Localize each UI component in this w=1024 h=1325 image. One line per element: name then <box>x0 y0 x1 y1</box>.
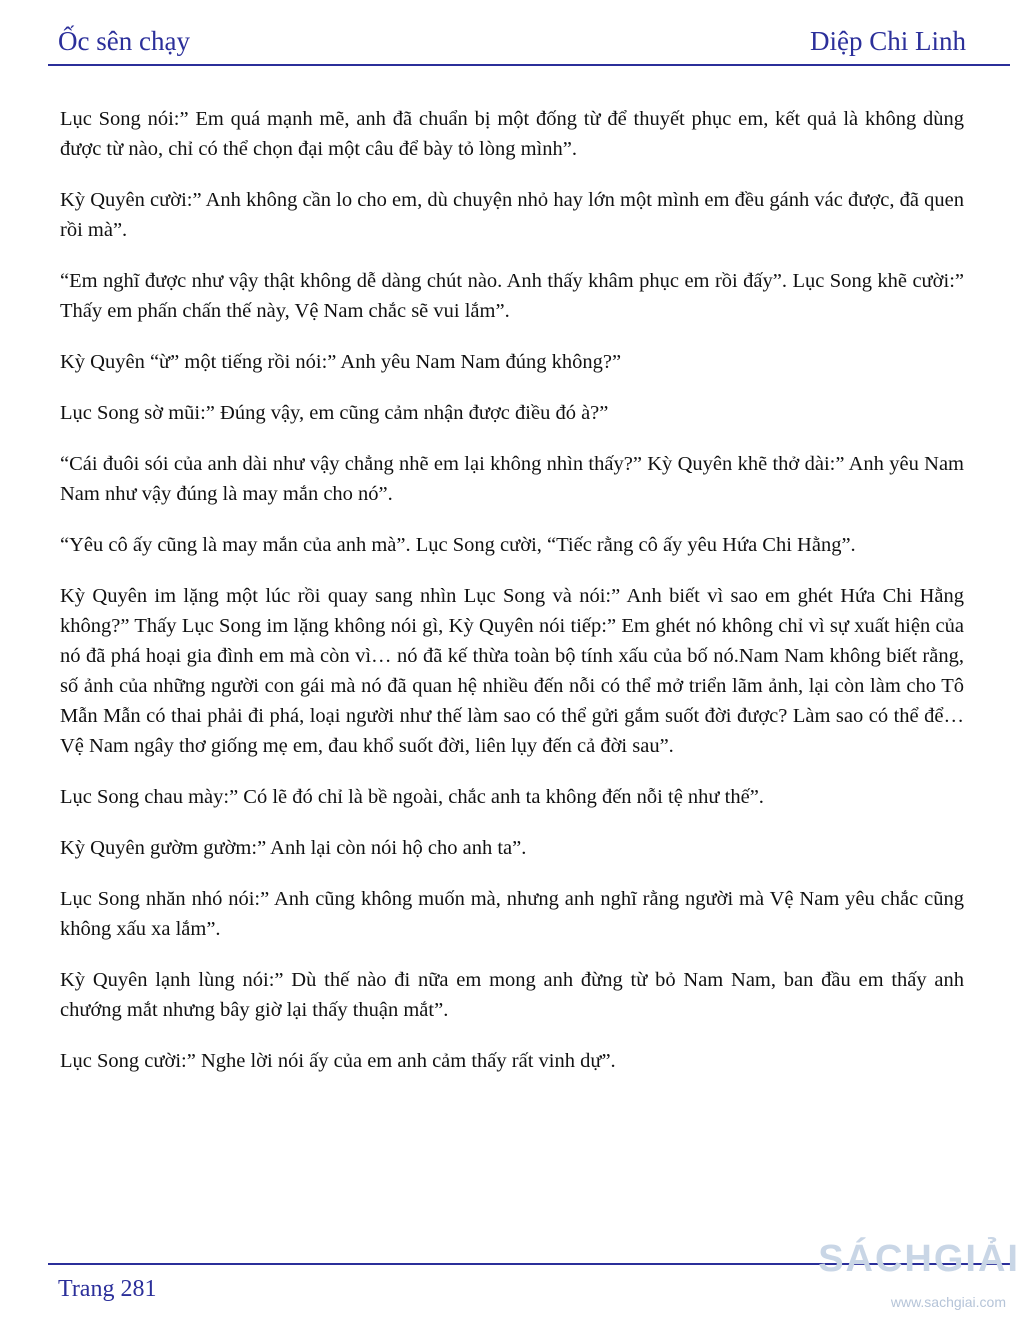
watermark-url: www.sachgiai.com <box>890 1294 1006 1310</box>
paragraph: “Cái đuôi sói của anh dài như vậy chẳng nhẽ em lại không nhìn thấy?” Kỳ Quyên khẽ thở dài:” Anh yêu Nam Nam như vậy đúng là may mắn cho nó”. <box>60 453 964 505</box>
header-divider <box>48 64 1010 66</box>
paragraph: “Yêu cô ấy cũng là may mắn của anh mà”. Lục Song cười, “Tiếc rằng cô ấy yêu Hứa Chi Hằng”. <box>60 534 856 556</box>
watermark-logo: SÁCHGIẢI <box>818 1238 1020 1280</box>
paragraph: Lục Song sờ mũi:” Đúng vậy, em cũng cảm nhận được điều đó à?” <box>60 402 609 424</box>
paragraph: “Em nghĩ được như vậy thật không dễ dàng chút nào. Anh thấy khâm phục em rồi đấy”. Lục Song khẽ cười:” Thấy em phấn chấn thế này, Vệ Nam chắc sẽ vui lắm”. <box>60 270 964 322</box>
paragraph: Lục Song chau mày:” Có lẽ đó chỉ là bề ngoài, chắc anh ta không đến nỗi tệ như thế”. <box>60 786 764 808</box>
paragraph: Lục Song cười:” Nghe lời nói ấy của em anh cảm thấy rất vinh dự”. <box>60 1050 616 1072</box>
paragraph: Kỳ Quyên “ừ” một tiếng rồi nói:” Anh yêu Nam Nam đúng không?” <box>60 351 622 373</box>
paragraph: Kỳ Quyên gườm gườm:” Anh lại còn nói hộ cho anh ta”. <box>60 837 527 859</box>
paragraph: Kỳ Quyên lạnh lùng nói:” Dù thế nào đi nữa em mong anh đừng từ bỏ Nam Nam, ban đầu em thấy anh chướng mắt nhưng bây giờ lại thấy thuận mắt”. <box>60 969 964 1021</box>
book-author: Diệp Chi Linh <box>810 26 966 56</box>
paragraph: Kỳ Quyên cười:” Anh không cần lo cho em, dù chuyện nhỏ hay lớn một mình em đều gánh vác được, đã quen rồi mà”. <box>60 189 964 241</box>
paragraph: Lục Song nói:” Em quá mạnh mẽ, anh đã chuẩn bị một đống từ để thuyết phục em, kết quả là không dùng được từ nào, chỉ có thể chọn đại một câu để bày tỏ lòng mình”. <box>60 108 964 160</box>
page-body <box>60 104 964 1097</box>
watermark <box>818 1232 1020 1318</box>
paragraph: Lục Song nhăn nhó nói:” Anh cũng không muốn mà, nhưng anh nghĩ rằng người mà Vệ Nam yêu chắc cũng không xấu xa lắm”. <box>60 888 964 940</box>
page-number: Trang 281 <box>58 1276 157 1302</box>
book-title: Ốc sên chạy <box>58 26 190 56</box>
paragraph: Kỳ Quyên im lặng một lúc rồi quay sang nhìn Lục Song và nói:” Anh biết vì sao em ghét Hứa Chi Hằng không?” Thấy Lục Song im lặng không nói gì, Kỳ Quyên nói tiếp:” Em ghét nó không chỉ vì sự xuất hiện của nó đã phá hoại gia đình em mà còn vì… nó đã kế thừa toàn bộ tính xấu của bố nó.Nam Nam không biết rằng, số ảnh của những người con gái mà nó đã quan hệ nhiều đến nỗi có thể mở triển lãm ảnh, lại còn làm cho Tô Mẫn Mẫn có thai phải đi phá, loại người như thế làm sao có thể gửi gắm suốt đời được? Làm sao có thể để… Vệ Nam ngây thơ giống mẹ em, đau khổ suốt đời, liên lụy đến cả đời sau”. <box>60 585 964 757</box>
